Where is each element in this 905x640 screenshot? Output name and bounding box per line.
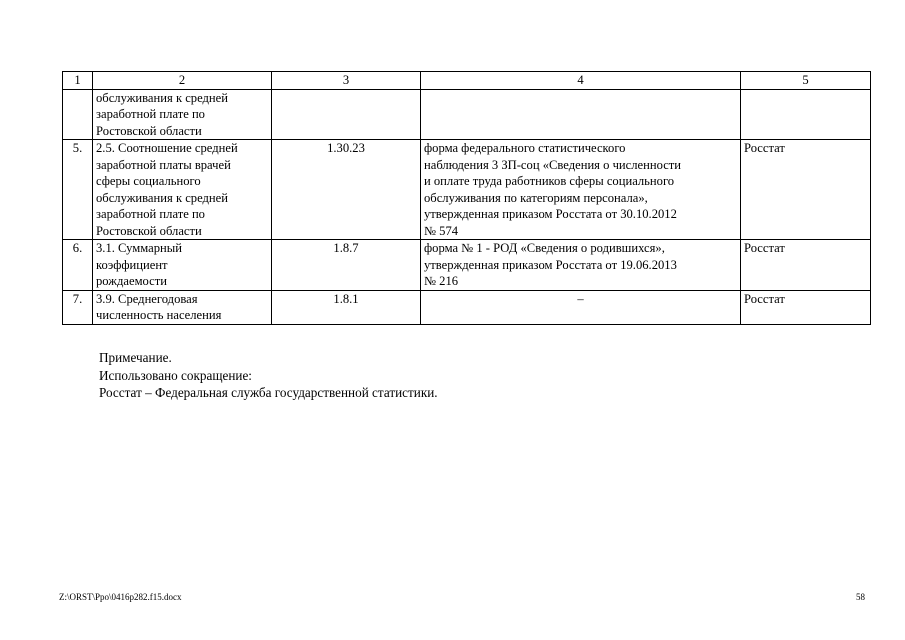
header-col-1: 1 [63,72,93,90]
data-source-line: форма № 1 - РОД «Сведения о родившихся», [424,241,665,255]
note-block [99,349,438,402]
footer-page-number: 58 [856,592,865,602]
data-source-line: наблюдения 3 ЗП-соц «Сведения о численности [424,157,682,172]
data-source [421,240,741,291]
indicator-code: 1.8.7 [272,240,421,291]
indicator-name [93,89,272,140]
responsible-agency: Росстат [741,290,871,324]
footer-file-path: Z:\ORST\Ppo\0416p282.f15.docx [59,592,182,602]
data-source-line: и оплате труда работников сферы социального [424,174,675,188]
row-number: 6. [63,240,93,291]
header-col-5: 5 [741,72,871,90]
data-source-line: обслуживания по категориям персонала», [424,190,648,205]
indicator-name-line: обслуживания к средней [96,190,228,205]
row-number: 5. [63,140,93,240]
note-abbreviation-intro: Использовано сокращение: [99,367,252,383]
row-number [63,89,93,140]
indicator-name [93,290,272,324]
header-col-3: 3 [272,72,421,90]
table-header-row [63,72,871,90]
indicator-name-line: заработной плате по [96,207,205,221]
data-source-line: утвержденная приказом Росстата от 30.10.2012 [424,207,677,221]
table-row [63,140,871,240]
indicator-code: 1.8.1 [272,290,421,324]
indicator-name-line: обслуживания к средней [96,90,228,105]
indicator-name-line: численность населения [96,308,222,322]
note-abbreviation: Росстат – Федеральная служба государственной статистики. [99,385,438,400]
data-source-line: утвержденная приказом Росстата от 19.06.2013 [424,257,677,272]
data-source [421,89,741,140]
indicator-name-line: сферы социального [96,174,201,188]
data-source-line: № 574 [424,223,459,238]
indicator-code: 1.30.23 [272,140,421,240]
responsible-agency [741,89,871,140]
header-col-4: 4 [421,72,741,90]
statistics-table [62,71,871,325]
indicator-name-line: 3.1. Суммарный [96,241,182,255]
responsible-agency: Росстат [741,140,871,240]
table-row [63,89,871,140]
responsible-agency: Росстат [741,240,871,291]
row-number: 7. [63,290,93,324]
indicator-name-line: 3.9. Среднегодовая [96,291,198,306]
indicator-name-line: Ростовской области [96,123,202,138]
indicator-name-line: Ростовской области [96,223,202,238]
data-source-line: – [577,291,584,306]
data-source-line: форма федерального статистического [424,141,626,155]
data-source [421,140,741,240]
indicator-name-line: заработной платы врачей [96,157,231,172]
indicator-name-line: заработной плате по [96,107,205,121]
note-title: Примечание. [99,350,172,365]
data-source-line: № 216 [424,274,459,288]
header-col-2: 2 [93,72,272,90]
indicator-name-line: рождаемости [96,274,167,288]
table-row [63,240,871,291]
indicator-name-line: коэффициент [96,257,168,272]
indicator-name [93,240,272,291]
indicator-name-line: 2.5. Соотношение средней [96,141,238,155]
data-source [421,290,741,324]
table-row [63,290,871,324]
indicator-code [272,89,421,140]
indicator-name [93,140,272,240]
